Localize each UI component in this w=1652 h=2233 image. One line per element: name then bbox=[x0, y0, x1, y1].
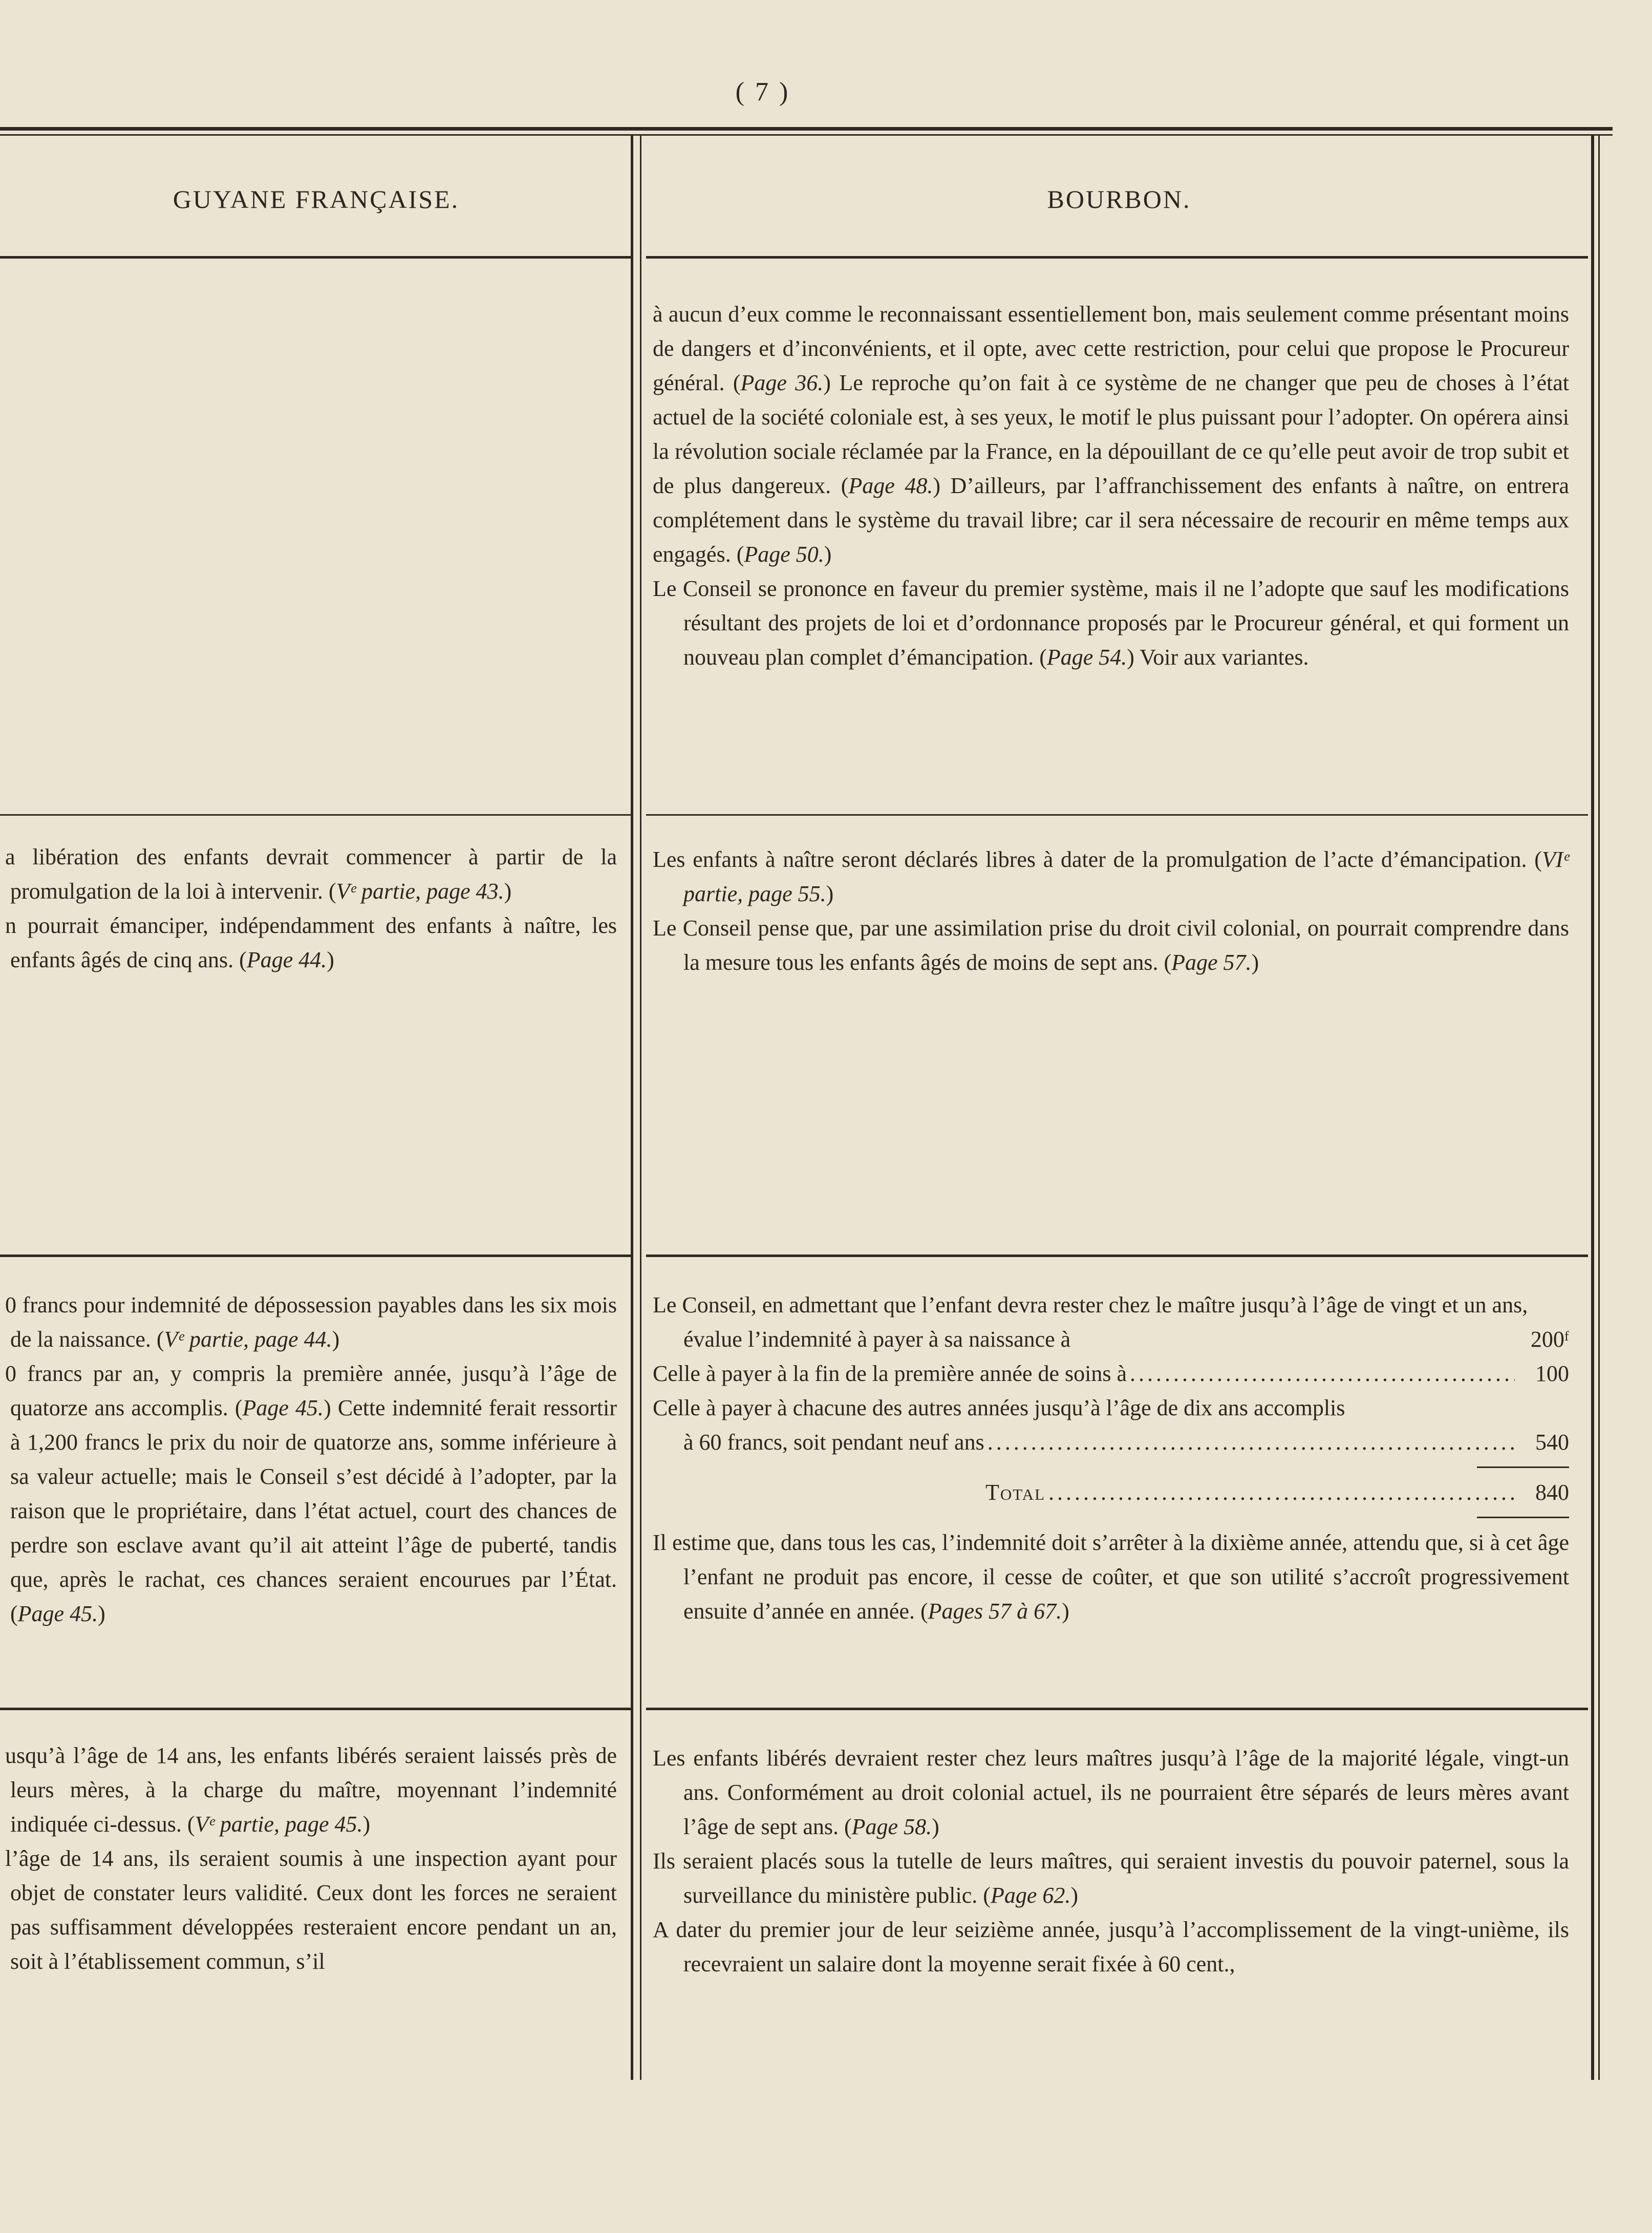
column-title-guyane: GUYANE FRANÇAISE. bbox=[173, 185, 460, 214]
row1-rule-left bbox=[0, 814, 631, 816]
page-number: ( 7 ) bbox=[735, 77, 790, 107]
ledger-total-label: Total bbox=[985, 1480, 1046, 1505]
row4-right-para-3: A dater du premier jour de leur seizième année, jusqu’à l’accomplissement de la vingt-unième, ils recevraient un salaire dont la moyenne serait fixée à 60 cent., bbox=[653, 1917, 1569, 1976]
ledger-dots bbox=[1048, 1475, 1515, 1509]
ledger-sum-rule bbox=[1477, 1466, 1569, 1468]
row3-left-para-2: 0 francs par an, y compris la première année, jusqu’à l’âge de quatorze ans accomplis. (Page 45.) Cette indemnité ferait ressortir à 1,200 francs le prix du noir de quatorze ans, somme inférieure à sa valeur actuelle; mais le Conseil s’est décidé à l’adopter, par la raison que le propriétaire, dans l’état actuel, court des chances de perdre son esclave avant qu’il ait atteint l’âge de puberté, tandis que, après le rachat, ces chances seraient encourues par l’État. (Page 45.) bbox=[5, 1361, 617, 1626]
row1-right-cell bbox=[653, 297, 1569, 674]
top-rule-thin bbox=[0, 134, 1613, 136]
row1-right-para-2: Le Conseil se prononce en faveur du premier système, mais il ne l’adopte que sauf les modifications résultant des projets de loi et d’ordonnance proposés par le Procureur général, et qui forment un nouveau plan complet d’émancipation. (Page 54.) Voir aux variantes. bbox=[653, 576, 1569, 670]
row1-rule-right bbox=[646, 814, 1588, 816]
row2-left-para-2: n pourrait émanciper, indépendamment des enfants à naître, les enfants âgés de cinq ans. (Page 44.) bbox=[5, 913, 617, 972]
ledger-dots bbox=[988, 1425, 1515, 1459]
row3-right-para-after: Il estime que, dans tous les cas, l’indemnité doit s’arrêter à la dixième année, attendu que, si à cet âge l’enfant ne produit pas encore, il cesse de coûter, et que son utilité s’accroît progressivement ensuite d’année en année. (Pages 57 à 67.) bbox=[653, 1530, 1569, 1624]
column-title-bourbon: BOURBON. bbox=[1047, 185, 1191, 214]
row4-right-cell bbox=[653, 1741, 1569, 1981]
row2-left-para-1: a libération des enfants devrait commencer à partir de la promulgation de la loi à intervenir. (Vᵉ partie, page 43.) bbox=[5, 844, 617, 904]
ledger-line-total bbox=[653, 1475, 1569, 1509]
right-border-thin bbox=[1598, 134, 1600, 2080]
row4-left-para-2: l’âge de 14 ans, ils seraient soumis à une inspection ayant pour objet de constater leurs validité. Ceux dont les forces ne seraient pas suffisamment développées resteraient encore pendant un an, soit à l’établissement commun, s’il bbox=[5, 1846, 617, 1974]
ledger-line-first-year bbox=[653, 1356, 1569, 1391]
heading-rule-right bbox=[646, 256, 1588, 259]
row4-right-para-2: Ils seraient placés sous la tutelle de leurs maîtres, qui seraient investis du pouvoir paternel, sous la surveillance du ministère public. (Page 62.) bbox=[653, 1848, 1569, 1908]
row2-right-para-1: Les enfants à naître seront déclarés libres à dater de la promulgation de l’acte d’émancipation. (VIᵉ partie, page 55.) bbox=[653, 847, 1569, 906]
column-divider-2 bbox=[640, 134, 641, 2080]
ledger-intro-text: Le Conseil, en admettant que l’enfant devra rester chez le maître jusqu’à l’âge de vingt et un ans, évalue l’indemnité à payer à sa naissance à bbox=[653, 1292, 1528, 1352]
row2-rule-right bbox=[646, 1254, 1588, 1257]
row3-rule-right bbox=[646, 1708, 1588, 1710]
heading-rule-left bbox=[0, 256, 631, 259]
ledger-label-first-year: Celle à payer à la fin de la première année de soins à bbox=[653, 1361, 1127, 1386]
row3-rule-left bbox=[0, 1708, 631, 1710]
ledger-line-other-years-a: Celle à payer à chacune des autres années jusqu’à l’âge de dix ans accomplis bbox=[653, 1395, 1345, 1420]
row2-right-para-2: Le Conseil pense que, par une assimilation prise du droit civil colonial, on pourrait comprendre dans la mesure tous les enfants âgés de moins de sept ans. (Page 57.) bbox=[653, 916, 1569, 975]
row4-right-para-1: Les enfants libérés devraient rester chez leurs maîtres jusqu’à l’âge de la majorité légale, vingt-un ans. Conformément au droit colonial actuel, ils ne pourraient être séparés de leurs mères avant l’âge de sept ans. (Page 58.) bbox=[653, 1746, 1569, 1839]
row3-left-cell bbox=[5, 1288, 617, 1631]
row2-left-cell bbox=[5, 840, 617, 977]
row3-right-cell bbox=[653, 1288, 1569, 1628]
right-border bbox=[1591, 134, 1594, 2080]
ledger-total-rule bbox=[1477, 1517, 1569, 1518]
row4-left-cell bbox=[5, 1738, 617, 1979]
ledger-dots bbox=[1130, 1356, 1515, 1391]
ledger-value-other-years: 540 bbox=[1535, 1430, 1569, 1455]
ledger-total-value: 840 bbox=[1535, 1480, 1569, 1505]
ledger-value-first-year: 100 bbox=[1535, 1361, 1569, 1386]
row3-left-para-1: 0 francs pour indemnité de dépossession payables dans les six mois de la naissance. (Vᵉ partie, page 44.) bbox=[5, 1292, 617, 1352]
top-rule bbox=[0, 127, 1613, 131]
row4-left-para-1: usqu’à l’âge de 14 ans, les enfants libérés seraient laissés près de leurs mères, à la charge du maître, moyennant l’indemnité indiquée ci-dessus. (Vᵉ partie, page 45.) bbox=[5, 1743, 617, 1837]
row1-right-para-1: à aucun d’eux comme le reconnaissant essentiellement bon, mais seulement comme présentant moins de dangers et d’inconvénients, et il opte, avec cette restriction, pour celui que propose le Procureur général. (Page 36.) Le reproche qu’on fait à ce système de ne changer que peu de choses à l’état actuel de la société coloniale est, à ses yeux, le motif le plus puissant pour l’adopter. On opérera ainsi la révolution sociale réclamée par la France, en la dépouillant de ce qu’elle peut avoir de trop subit et de plus dangereux. (Page 48.) D’ailleurs, par l’affranchissement des enfants à naître, on entrera complétement dans le système du travail libre; car il sera nécessaire de recourir en même temps aux engagés. (Page 50.) bbox=[653, 302, 1570, 567]
row2-right-cell bbox=[653, 842, 1569, 980]
ledger-value-birth: 200ᶠ bbox=[1530, 1327, 1569, 1352]
ledger-line-birth bbox=[653, 1288, 1569, 1356]
column-divider bbox=[631, 134, 633, 2080]
ledger-line-other-years bbox=[653, 1425, 1569, 1459]
row2-rule-left bbox=[0, 1254, 631, 1257]
ledger-label-other-years: à 60 francs, soit pendant neuf ans bbox=[683, 1430, 984, 1455]
